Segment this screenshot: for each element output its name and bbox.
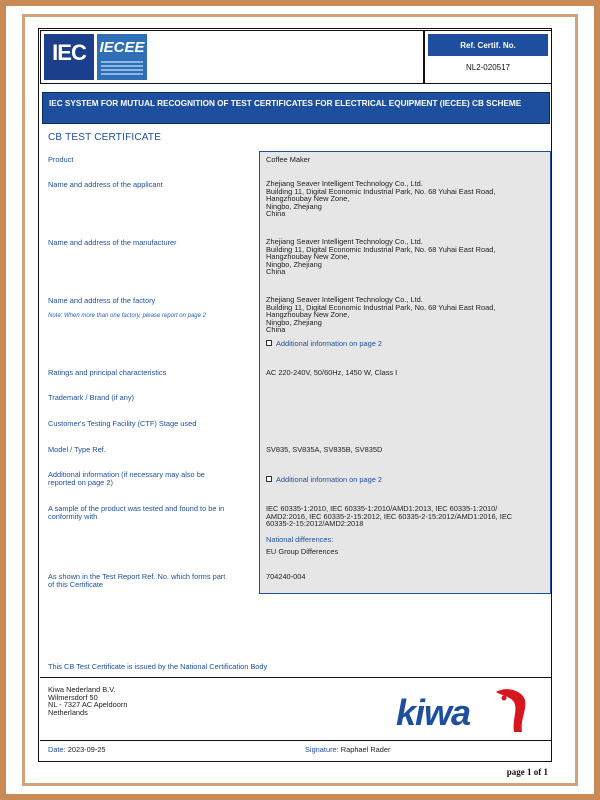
scheme-title: IEC SYSTEM FOR MUTUAL RECOGNITION OF TEST CERTIFICATES FOR ELECTRICAL EQUIPMENT (IECEE) CB SCHEME bbox=[42, 92, 550, 124]
standards-list bbox=[266, 505, 546, 528]
issuer-line: Netherlands bbox=[48, 707, 88, 717]
address-line: Building 11, Digital Economic Industrial Park, No. 68 Yuhai East Road, bbox=[266, 244, 496, 254]
factory-address bbox=[266, 296, 546, 334]
test-report-label bbox=[48, 573, 253, 589]
standard-line: 60335-2-15:2012/AMD2:2018 bbox=[266, 519, 364, 529]
checkbox-label: Additional information on page 2 bbox=[276, 474, 383, 484]
standard-line: AMD2:2016, IEC 60335-2-15:2012, IEC 60335-2-15:2012/AMD1:2016, IEC bbox=[266, 511, 513, 521]
label-line: reported on page 2) bbox=[48, 478, 113, 487]
model-label: Model / Type Ref. bbox=[48, 445, 106, 454]
page-number: page 1 of 1 bbox=[506, 767, 548, 777]
iec-logo bbox=[44, 34, 94, 80]
checkbox-icon[interactable] bbox=[266, 476, 272, 482]
address-line: China bbox=[266, 325, 286, 335]
ratings-label: Ratings and principal characteristics bbox=[48, 368, 167, 377]
test-report-number: 704240-004 bbox=[266, 572, 306, 581]
section-heading: CB TEST CERTIFICATE bbox=[48, 132, 162, 143]
product-label: Product bbox=[48, 155, 74, 164]
manufacturer-address bbox=[266, 238, 546, 276]
signature-value: Raphael Rader bbox=[340, 745, 391, 754]
model-value: SV835, SV835A, SV835B, SV835D bbox=[266, 445, 383, 454]
ref-number: NL2-020517 bbox=[465, 63, 511, 72]
label-line: As shown in the Test Report Ref. No. which forms part bbox=[48, 572, 226, 581]
address-line: Hangzhoubay New Zone, bbox=[266, 194, 350, 204]
additional-info-checkbox[interactable] bbox=[266, 474, 382, 484]
issued-by-statement: This CB Test Certificate is issued by the National Certification Body bbox=[48, 662, 268, 671]
label-line: conformity with bbox=[48, 512, 98, 521]
address-line: Hangzhoubay New Zone, bbox=[266, 310, 350, 320]
address-line: Ningbo, Zhejiang bbox=[266, 259, 322, 269]
issuer-line: NL - 7327 AC Apeldoorn bbox=[48, 700, 128, 710]
iec-logo-text: IEC bbox=[52, 40, 86, 65]
address-line: Building 11, Digital Economic Industrial Park, No. 68 Yuhai East Road, bbox=[266, 186, 496, 196]
iecee-logo-text: IECEE bbox=[99, 39, 145, 56]
address-line: Zhejiang Seaver Intelligent Technology Co., Ltd. bbox=[266, 295, 423, 304]
date-label: Date: bbox=[48, 745, 66, 754]
ref-label: Ref. Certif. No. bbox=[428, 34, 548, 56]
address-line: Ningbo, Zhejiang bbox=[266, 201, 322, 211]
issuer-line: Wilmersdorf 50 bbox=[48, 692, 98, 702]
kiwa-logo bbox=[396, 686, 528, 736]
factory-label: Name and address of the factory bbox=[48, 296, 156, 305]
additional-info-label bbox=[48, 471, 253, 487]
checkbox-label: Additional information on page 2 bbox=[276, 338, 383, 348]
label-line: of this Certificate bbox=[48, 580, 104, 589]
ref-certificate-box bbox=[424, 30, 552, 84]
sample-conformity-label bbox=[48, 505, 253, 521]
kiwa-swoosh-icon bbox=[492, 686, 528, 736]
date-row bbox=[48, 745, 106, 754]
factory-additional-info-checkbox[interactable] bbox=[266, 338, 382, 348]
address-line: Zhejiang Seaver Intelligent Technology Co., Ltd. bbox=[266, 179, 423, 188]
divider bbox=[40, 740, 552, 741]
address-line: Zhejiang Seaver Intelligent Technology Co., Ltd. bbox=[266, 237, 423, 246]
issuer-address bbox=[48, 686, 127, 716]
national-differences-value: EU Group Differences bbox=[266, 547, 339, 556]
checkbox-icon[interactable] bbox=[266, 340, 272, 346]
factory-note: Note: When more than one factory, please report on page 2 bbox=[48, 313, 206, 319]
kiwa-logo-text: kiwa bbox=[396, 692, 471, 733]
address-line: Ningbo, Zhejiang bbox=[266, 317, 322, 327]
date-value: 2023-09-25 bbox=[67, 745, 106, 754]
signature-label: Signature: bbox=[305, 745, 339, 754]
product-value: Coffee Maker bbox=[266, 155, 311, 164]
applicant-label: Name and address of the applicant bbox=[48, 180, 163, 189]
standard-line: IEC 60335-1:2010, IEC 60335-1:2010/AMD1:2013, IEC 60335-1:2010/ bbox=[266, 504, 498, 513]
trademark-label: Trademark / Brand (if any) bbox=[48, 393, 134, 402]
address-line: China bbox=[266, 209, 286, 219]
applicant-address bbox=[266, 180, 546, 218]
ratings-value: AC 220-240V, 50/60Hz, 1450 W, Class I bbox=[266, 368, 398, 377]
label-line: Additional information (if necessary may also be bbox=[48, 470, 205, 479]
label-line: A sample of the product was tested and found to be in bbox=[48, 504, 225, 513]
divider bbox=[40, 677, 552, 678]
iecee-logo bbox=[97, 34, 147, 80]
ctf-label: Customer's Testing Facility (CTF) Stage used bbox=[48, 419, 197, 428]
address-line: Hangzhoubay New Zone, bbox=[266, 252, 350, 262]
manufacturer-label: Name and address of the manufacturer bbox=[48, 238, 177, 247]
national-differences-label: National differences: bbox=[266, 535, 334, 544]
header-logo-area bbox=[40, 30, 424, 84]
address-line: China bbox=[266, 267, 286, 277]
iecee-stripes-graphic bbox=[101, 59, 143, 75]
issuer-line: Kiwa Nederland B.V. bbox=[48, 685, 116, 694]
signature-row bbox=[305, 745, 390, 754]
address-line: Building 11, Digital Economic Industrial Park, No. 68 Yuhai East Road, bbox=[266, 302, 496, 312]
